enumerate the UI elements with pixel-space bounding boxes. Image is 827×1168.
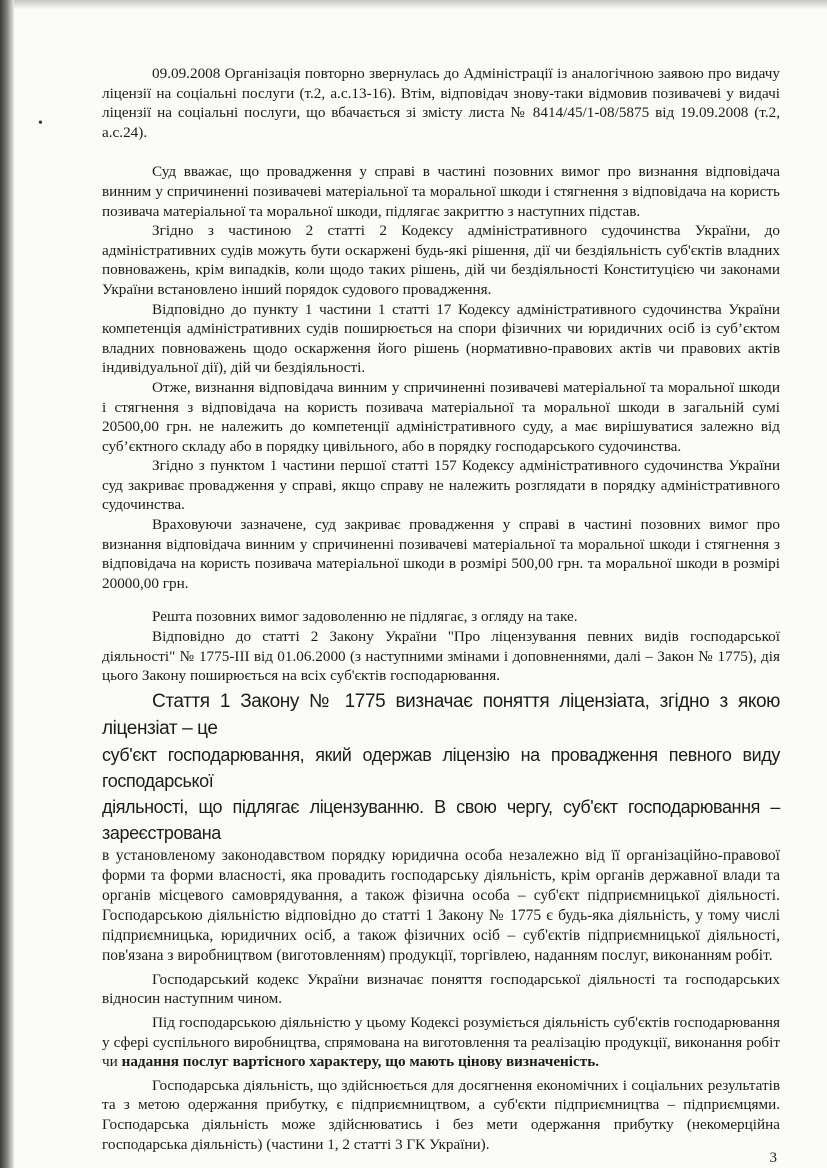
article-1-rest: в установленому законодавством порядку юридична особа незалежно від її організаційно-правової форми та форми власності, яка провадить господарську діяльність, крім органів державної влади та органів місцевого самоврядування, а також фізична особа – суб'єкт підприємницької діяльності. Господарською діяльністю відповідно до статті 1 Закону № 1775 є будь-яка діяльність, у тому числі підприємницька, юридичних осіб, а також фізичних осіб – суб'єктів підприємницької діяльності, пов'язана з виробництвом (виготовленням) продукції, торгівлею, наданням послуг, виконанням робіт. (102, 846, 780, 964)
paragraph-court-opinion: Суд вважає, що провадження у справі в частині позовних вимог про визнання відповідача винним у спричиненні позивачеві матеріальної та моральної шкоди і стягнення з відповідача на користь позивача матеріальної та моральної шкоди, підлягає закриттю з наступних підстав. (102, 163, 780, 220)
paragraph-therefore: Отже, визнання відповідача винним у спричиненні позивачеві матеріальної та моральної шкоди і стягнення з відповідача на користь позивача матеріальної та моральної шкоди в загальній сумі 20500,00 грн. не належить до компетенції адміністративного суду, а має вирішуватися залежно від суб’єктного складу або в порядку цивільного, або в порядку господарського судочинства. (102, 378, 780, 455)
scan-edge-left (0, 0, 14, 1168)
paragraph-definition (102, 1013, 780, 1072)
stray-mark: • (38, 116, 43, 131)
paragraph-article-2: Згідно з частиною 2 статті 2 Кодексу адміністративного судочинства України, до адміністративних судів можуть бути оскаржені будь-які рішення, дії чи бездіяльність суб'єктів владних повноважень, крім випадків, коли щодо таких рішень, дій чи бездіяльності Конституцією чи законами України встановлено інший порядок судового провадження. (102, 222, 780, 298)
definition-text: Під господарською діяльністю у цьому Кодексі розуміється діяльність суб'єктів господарювання у сфері суспільного виробництва, спрямована на виготовлення та реалізацію продукції, виконання робіт чи (102, 1014, 780, 1071)
paragraph-article-157: Згідно з пунктом 1 частини першої статті 157 Кодексу адміністративного судочинства України суд закриває провадження у справі, якщо справу не належить розглядати в порядку адміністративного судочинства. (102, 457, 780, 514)
paragraph-entrepreneurship: Господарська діяльність, що здійснюється для досягнення економічних і соціальних результатів та з метою одержання прибутку, є підприємництвом, а суб'єкти підприємництва – підприємцями. Господарська діяльність може здійснюватись і без мети одержання прибутку (некомерційна господарська діяльність) (частини 1, 2 статті 3 ГК України). (102, 1076, 780, 1153)
document-body (102, 64, 780, 1154)
paragraph-remaining-claims: Решта позовних вимог задоволенню не підлягає, з огляду на таке. (152, 608, 578, 626)
scan-edge-top (0, 0, 827, 10)
article-1-line-1: Стаття 1 Закону № 1775 визначає поняття ліцензіата, згідно з якою ліцензіат – це (102, 690, 780, 739)
paragraph-commercial-code: Господарський кодекс України визначає поняття господарської діяльності та господарських відносин наступним чином. (102, 970, 780, 1008)
paragraph-article-17: Відповідно до пункту 1 частини 1 статті 17 Кодексу адміністративного судочинства України компетенція адміністративних судів поширюється на спори фізичних чи юридичних осіб із суб’єктом владних повноважень щодо оскарження його рішень (нормативно-правових актів чи правових актів індивідуальної дії), дій чи бездіяльності. (102, 300, 780, 377)
definition-bold-text: надання послуг вартісного характеру, що мають цінову визначеність. (121, 1053, 600, 1071)
paragraph-conclusion: Враховуючи зазначене, суд закриває провадження у справі в частині позовних вимог про визнання відповідача винним у спричиненні позивачеві матеріальної та моральної шкоди і стягнення з відповідача на користь позивача матеріальної шкоди в розмірі 500,00 грн. та моральної шкоди в розмірі 20000,00 грн. (102, 516, 780, 592)
paragraph-article-1 (102, 688, 780, 966)
article-1-line-3: діяльності, що підлягає ліцензуванню. В свою чергу, суб'єкт господарювання – зареєстрована (102, 796, 780, 843)
paragraph-law-article-2: Відповідно до статті 2 Закону України "Про ліцензування певних видів господарської діяльності" № 1775-ІІІ від 01.06.2000 (з наступними змінами і доповненнями, далі – Закон № 1775), дія цього Закону поширюється на всіх суб'єктів господарювання. (102, 628, 780, 685)
paragraph-application: 09.09.2008 Організація повторно звернулась до Адміністрації із аналогічною заявою про видачу ліцензії на соціальні послуги (т.2, а.с.13-16). Втім, відповідач знову-таки відмовив позивачеві у видачі ліцензії на соціальні послуги, що вбачається зі змісту листа № 8414/45/1-08/5875 від 19.09.2008 (т.2, а.с.24). (102, 65, 780, 141)
page-number: 3 (769, 1150, 777, 1166)
article-1-line-2: суб'єкт господарювання, який одержав ліцензію на провадження певного виду господарської (102, 744, 780, 791)
